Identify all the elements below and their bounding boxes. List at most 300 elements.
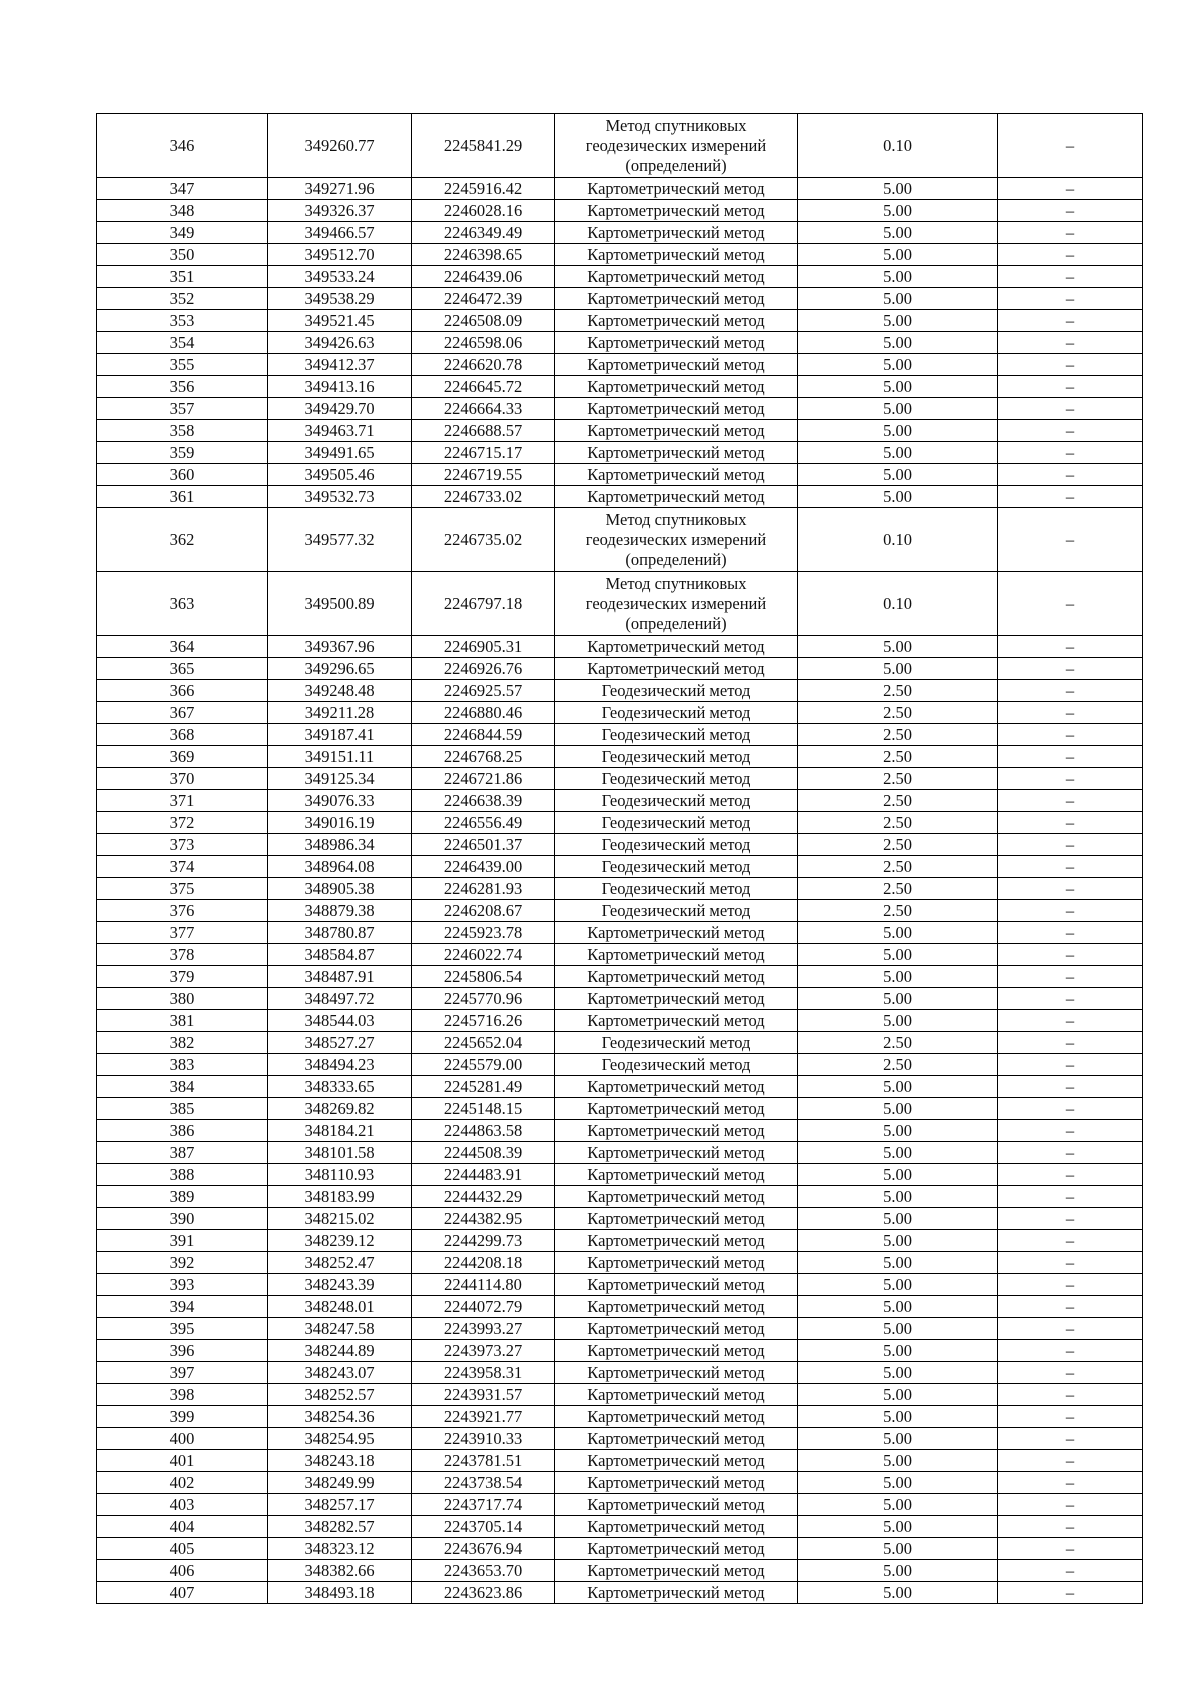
x-coordinate-cell: 348964.08: [268, 856, 412, 878]
x-coordinate-cell: 349413.16: [268, 376, 412, 398]
method-cell: Картометрический метод: [555, 1494, 798, 1516]
method-cell: Геодезический метод: [555, 790, 798, 812]
method-cell: Картометрический метод: [555, 1538, 798, 1560]
accuracy-cell: 5.00: [798, 1120, 998, 1142]
method-cell: Метод спутниковых геодезических измерений (определений): [555, 572, 798, 636]
table-row: [97, 244, 1143, 266]
y-coordinate-cell: 2244299.73: [412, 1230, 555, 1252]
note-cell: –: [998, 572, 1143, 636]
note-cell: –: [998, 420, 1143, 442]
method-cell: Картометрический метод: [555, 464, 798, 486]
method-cell: Картометрический метод: [555, 1098, 798, 1120]
y-coordinate-cell: 2246620.78: [412, 354, 555, 376]
method-cell: Картометрический метод: [555, 376, 798, 398]
table-row: [97, 178, 1143, 200]
table-row: [97, 464, 1143, 486]
x-coordinate-cell: 348879.38: [268, 900, 412, 922]
accuracy-cell: 2.50: [798, 702, 998, 724]
point-number-cell: 407: [97, 1582, 268, 1604]
y-coordinate-cell: 2246880.46: [412, 702, 555, 724]
note-cell: –: [998, 1362, 1143, 1384]
accuracy-cell: 5.00: [798, 1296, 998, 1318]
accuracy-cell: 5.00: [798, 966, 998, 988]
y-coordinate-cell: 2244508.39: [412, 1142, 555, 1164]
y-coordinate-cell: 2246439.06: [412, 266, 555, 288]
method-cell: Картометрический метод: [555, 1450, 798, 1472]
note-cell: –: [998, 1010, 1143, 1032]
table-row: [97, 812, 1143, 834]
method-cell: Геодезический метод: [555, 702, 798, 724]
point-number-cell: 393: [97, 1274, 268, 1296]
point-number-cell: 347: [97, 178, 268, 200]
x-coordinate-cell: 349151.11: [268, 746, 412, 768]
x-coordinate-cell: 349505.46: [268, 464, 412, 486]
y-coordinate-cell: 2243921.77: [412, 1406, 555, 1428]
table-row: [97, 486, 1143, 508]
method-cell: Геодезический метод: [555, 768, 798, 790]
table-row: [97, 1296, 1143, 1318]
x-coordinate-cell: 348584.87: [268, 944, 412, 966]
method-cell: Картометрический метод: [555, 1208, 798, 1230]
table-row: [97, 856, 1143, 878]
x-coordinate-cell: 348252.47: [268, 1252, 412, 1274]
point-number-cell: 385: [97, 1098, 268, 1120]
method-cell: Картометрический метод: [555, 442, 798, 464]
accuracy-cell: 2.50: [798, 680, 998, 702]
y-coordinate-cell: 2246768.25: [412, 746, 555, 768]
y-coordinate-cell: 2246281.93: [412, 878, 555, 900]
x-coordinate-cell: 349532.73: [268, 486, 412, 508]
method-cell: Картометрический метод: [555, 332, 798, 354]
method-cell: Картометрический метод: [555, 1384, 798, 1406]
method-cell: Геодезический метод: [555, 680, 798, 702]
x-coordinate-cell: 348239.12: [268, 1230, 412, 1252]
point-number-cell: 350: [97, 244, 268, 266]
accuracy-cell: 5.00: [798, 658, 998, 680]
point-number-cell: 399: [97, 1406, 268, 1428]
y-coordinate-cell: 2245579.00: [412, 1054, 555, 1076]
table-row: [97, 1142, 1143, 1164]
y-coordinate-cell: 2246733.02: [412, 486, 555, 508]
point-number-cell: 378: [97, 944, 268, 966]
x-coordinate-cell: 349076.33: [268, 790, 412, 812]
method-cell: Картометрический метод: [555, 1340, 798, 1362]
y-coordinate-cell: 2243717.74: [412, 1494, 555, 1516]
method-cell: Картометрический метод: [555, 398, 798, 420]
x-coordinate-cell: 348323.12: [268, 1538, 412, 1560]
x-coordinate-cell: 348527.27: [268, 1032, 412, 1054]
table-row: [97, 1274, 1143, 1296]
note-cell: –: [998, 508, 1143, 572]
x-coordinate-cell: 349125.34: [268, 768, 412, 790]
x-coordinate-cell: 348487.91: [268, 966, 412, 988]
table-row: [97, 1208, 1143, 1230]
x-coordinate-cell: 348252.57: [268, 1384, 412, 1406]
x-coordinate-cell: 348269.82: [268, 1098, 412, 1120]
note-cell: –: [998, 856, 1143, 878]
method-cell: Картометрический метод: [555, 486, 798, 508]
x-coordinate-cell: 348243.18: [268, 1450, 412, 1472]
accuracy-cell: 5.00: [798, 244, 998, 266]
point-number-cell: 373: [97, 834, 268, 856]
x-coordinate-cell: 349248.48: [268, 680, 412, 702]
table-row: [97, 1428, 1143, 1450]
accuracy-cell: 5.00: [798, 1582, 998, 1604]
y-coordinate-cell: 2244382.95: [412, 1208, 555, 1230]
point-number-cell: 364: [97, 636, 268, 658]
x-coordinate-cell: 348243.39: [268, 1274, 412, 1296]
point-number-cell: 361: [97, 486, 268, 508]
x-coordinate-cell: 348248.01: [268, 1296, 412, 1318]
table-row: [97, 1340, 1143, 1362]
table-row: [97, 1230, 1143, 1252]
point-number-cell: 348: [97, 200, 268, 222]
x-coordinate-cell: 348493.18: [268, 1582, 412, 1604]
note-cell: –: [998, 636, 1143, 658]
point-number-cell: 349: [97, 222, 268, 244]
accuracy-cell: 5.00: [798, 464, 998, 486]
x-coordinate-cell: 348184.21: [268, 1120, 412, 1142]
method-cell: Картометрический метод: [555, 658, 798, 680]
y-coordinate-cell: 2246844.59: [412, 724, 555, 746]
accuracy-cell: 0.10: [798, 508, 998, 572]
note-cell: –: [998, 464, 1143, 486]
point-number-cell: 387: [97, 1142, 268, 1164]
method-cell: Картометрический метод: [555, 1560, 798, 1582]
y-coordinate-cell: 2246638.39: [412, 790, 555, 812]
accuracy-cell: 5.00: [798, 420, 998, 442]
table-row: [97, 746, 1143, 768]
method-cell: Картометрический метод: [555, 922, 798, 944]
method-cell: Картометрический метод: [555, 1076, 798, 1098]
note-cell: –: [998, 834, 1143, 856]
method-cell: Геодезический метод: [555, 1032, 798, 1054]
x-coordinate-cell: 349538.29: [268, 288, 412, 310]
accuracy-cell: 5.00: [798, 1208, 998, 1230]
table-row: [97, 702, 1143, 724]
method-cell: Картометрический метод: [555, 244, 798, 266]
note-cell: –: [998, 1120, 1143, 1142]
note-cell: –: [998, 398, 1143, 420]
table-row: [97, 1032, 1143, 1054]
note-cell: –: [998, 266, 1143, 288]
table-row: [97, 420, 1143, 442]
table-row: [97, 790, 1143, 812]
table-row: [97, 966, 1143, 988]
accuracy-cell: 5.00: [798, 398, 998, 420]
y-coordinate-cell: 2245716.26: [412, 1010, 555, 1032]
accuracy-cell: 5.00: [798, 376, 998, 398]
table-row: [97, 1076, 1143, 1098]
point-number-cell: 353: [97, 310, 268, 332]
x-coordinate-cell: 348244.89: [268, 1340, 412, 1362]
accuracy-cell: 5.00: [798, 1538, 998, 1560]
accuracy-cell: 5.00: [798, 1318, 998, 1340]
y-coordinate-cell: 2244483.91: [412, 1164, 555, 1186]
table-row: [97, 944, 1143, 966]
y-coordinate-cell: 2243781.51: [412, 1450, 555, 1472]
x-coordinate-cell: 349260.77: [268, 114, 412, 178]
table-row: [97, 376, 1143, 398]
table-row: [97, 288, 1143, 310]
note-cell: –: [998, 702, 1143, 724]
table-row: [97, 222, 1143, 244]
x-coordinate-cell: 348247.58: [268, 1318, 412, 1340]
method-cell: Картометрический метод: [555, 178, 798, 200]
x-coordinate-cell: 348780.87: [268, 922, 412, 944]
y-coordinate-cell: 2246556.49: [412, 812, 555, 834]
table-row: [97, 1472, 1143, 1494]
y-coordinate-cell: 2245652.04: [412, 1032, 555, 1054]
table-row: [97, 1164, 1143, 1186]
y-coordinate-cell: 2246735.02: [412, 508, 555, 572]
y-coordinate-cell: 2243910.33: [412, 1428, 555, 1450]
point-number-cell: 367: [97, 702, 268, 724]
accuracy-cell: 5.00: [798, 1252, 998, 1274]
note-cell: –: [998, 1142, 1143, 1164]
method-cell: Картометрический метод: [555, 636, 798, 658]
note-cell: –: [998, 200, 1143, 222]
note-cell: –: [998, 1582, 1143, 1604]
accuracy-cell: 5.00: [798, 486, 998, 508]
accuracy-cell: 2.50: [798, 812, 998, 834]
point-number-cell: 351: [97, 266, 268, 288]
note-cell: –: [998, 114, 1143, 178]
y-coordinate-cell: 2244432.29: [412, 1186, 555, 1208]
x-coordinate-cell: 348494.23: [268, 1054, 412, 1076]
accuracy-cell: 5.00: [798, 1164, 998, 1186]
method-cell: Картометрический метод: [555, 944, 798, 966]
accuracy-cell: 5.00: [798, 1340, 998, 1362]
x-coordinate-cell: 349577.32: [268, 508, 412, 572]
note-cell: –: [998, 1252, 1143, 1274]
table-row: [97, 266, 1143, 288]
accuracy-cell: 2.50: [798, 900, 998, 922]
accuracy-cell: 5.00: [798, 1230, 998, 1252]
x-coordinate-cell: 348254.36: [268, 1406, 412, 1428]
point-number-cell: 397: [97, 1362, 268, 1384]
accuracy-cell: 2.50: [798, 1032, 998, 1054]
method-cell: Картометрический метод: [555, 1142, 798, 1164]
point-number-cell: 352: [97, 288, 268, 310]
x-coordinate-cell: 349512.70: [268, 244, 412, 266]
note-cell: –: [998, 1340, 1143, 1362]
table-row: [97, 724, 1143, 746]
note-cell: –: [998, 658, 1143, 680]
x-coordinate-cell: 348110.93: [268, 1164, 412, 1186]
method-cell: Метод спутниковых геодезических измерений (определений): [555, 114, 798, 178]
accuracy-cell: 5.00: [798, 354, 998, 376]
table-row: [97, 658, 1143, 680]
coordinates-table-body: [97, 114, 1143, 1604]
table-row: [97, 1494, 1143, 1516]
method-cell: Картометрический метод: [555, 1582, 798, 1604]
x-coordinate-cell: 348905.38: [268, 878, 412, 900]
note-cell: –: [998, 768, 1143, 790]
accuracy-cell: 5.00: [798, 310, 998, 332]
y-coordinate-cell: 2243973.27: [412, 1340, 555, 1362]
point-number-cell: 382: [97, 1032, 268, 1054]
y-coordinate-cell: 2246719.55: [412, 464, 555, 486]
y-coordinate-cell: 2245806.54: [412, 966, 555, 988]
accuracy-cell: 2.50: [798, 878, 998, 900]
note-cell: –: [998, 332, 1143, 354]
note-cell: –: [998, 922, 1143, 944]
x-coordinate-cell: 349429.70: [268, 398, 412, 420]
coordinates-table: [96, 113, 1143, 1604]
table-row: [97, 1120, 1143, 1142]
table-row: [97, 988, 1143, 1010]
table-row: [97, 1384, 1143, 1406]
point-number-cell: 369: [97, 746, 268, 768]
y-coordinate-cell: 2246022.74: [412, 944, 555, 966]
point-number-cell: 377: [97, 922, 268, 944]
note-cell: –: [998, 244, 1143, 266]
accuracy-cell: 5.00: [798, 1494, 998, 1516]
note-cell: –: [998, 310, 1143, 332]
method-cell: Геодезический метод: [555, 834, 798, 856]
point-number-cell: 374: [97, 856, 268, 878]
y-coordinate-cell: 2246715.17: [412, 442, 555, 464]
note-cell: –: [998, 1164, 1143, 1186]
point-number-cell: 379: [97, 966, 268, 988]
y-coordinate-cell: 2243931.57: [412, 1384, 555, 1406]
point-number-cell: 383: [97, 1054, 268, 1076]
note-cell: –: [998, 1076, 1143, 1098]
table-row: [97, 1318, 1143, 1340]
method-cell: Картометрический метод: [555, 310, 798, 332]
note-cell: –: [998, 1516, 1143, 1538]
accuracy-cell: 0.10: [798, 114, 998, 178]
point-number-cell: 391: [97, 1230, 268, 1252]
table-row: [97, 310, 1143, 332]
accuracy-cell: 5.00: [798, 442, 998, 464]
note-cell: –: [998, 900, 1143, 922]
y-coordinate-cell: 2243676.94: [412, 1538, 555, 1560]
method-cell: Картометрический метод: [555, 1252, 798, 1274]
point-number-cell: 368: [97, 724, 268, 746]
x-coordinate-cell: 349466.57: [268, 222, 412, 244]
x-coordinate-cell: 349412.37: [268, 354, 412, 376]
y-coordinate-cell: 2246028.16: [412, 200, 555, 222]
y-coordinate-cell: 2246925.57: [412, 680, 555, 702]
y-coordinate-cell: 2246598.06: [412, 332, 555, 354]
y-coordinate-cell: 2245770.96: [412, 988, 555, 1010]
method-cell: Картометрический метод: [555, 1428, 798, 1450]
x-coordinate-cell: 348257.17: [268, 1494, 412, 1516]
method-cell: Картометрический метод: [555, 1406, 798, 1428]
x-coordinate-cell: 349326.37: [268, 200, 412, 222]
y-coordinate-cell: 2243623.86: [412, 1582, 555, 1604]
note-cell: –: [998, 288, 1143, 310]
method-cell: Картометрический метод: [555, 354, 798, 376]
accuracy-cell: 2.50: [798, 724, 998, 746]
method-cell: Картометрический метод: [555, 222, 798, 244]
table-row: [97, 1186, 1143, 1208]
point-number-cell: 396: [97, 1340, 268, 1362]
y-coordinate-cell: 2246508.09: [412, 310, 555, 332]
accuracy-cell: 5.00: [798, 266, 998, 288]
point-number-cell: 389: [97, 1186, 268, 1208]
table-row: [97, 1010, 1143, 1032]
method-cell: Геодезический метод: [555, 1054, 798, 1076]
note-cell: –: [998, 878, 1143, 900]
x-coordinate-cell: 349211.28: [268, 702, 412, 724]
note-cell: –: [998, 1274, 1143, 1296]
note-cell: –: [998, 1538, 1143, 1560]
point-number-cell: 394: [97, 1296, 268, 1318]
accuracy-cell: 5.00: [798, 1274, 998, 1296]
table-row: [97, 1560, 1143, 1582]
table-row: [97, 1450, 1143, 1472]
method-cell: Картометрический метод: [555, 200, 798, 222]
point-number-cell: 398: [97, 1384, 268, 1406]
point-number-cell: 354: [97, 332, 268, 354]
point-number-cell: 405: [97, 1538, 268, 1560]
accuracy-cell: 5.00: [798, 1384, 998, 1406]
note-cell: –: [998, 1054, 1143, 1076]
table-row: [97, 1362, 1143, 1384]
point-number-cell: 400: [97, 1428, 268, 1450]
y-coordinate-cell: 2244072.79: [412, 1296, 555, 1318]
note-cell: –: [998, 680, 1143, 702]
method-cell: Картометрический метод: [555, 1472, 798, 1494]
y-coordinate-cell: 2245148.15: [412, 1098, 555, 1120]
y-coordinate-cell: 2245841.29: [412, 114, 555, 178]
x-coordinate-cell: 349296.65: [268, 658, 412, 680]
x-coordinate-cell: 348282.57: [268, 1516, 412, 1538]
y-coordinate-cell: 2246349.49: [412, 222, 555, 244]
point-number-cell: 355: [97, 354, 268, 376]
point-number-cell: 356: [97, 376, 268, 398]
point-number-cell: 386: [97, 1120, 268, 1142]
y-coordinate-cell: 2246721.86: [412, 768, 555, 790]
method-cell: Картометрический метод: [555, 288, 798, 310]
note-cell: –: [998, 1032, 1143, 1054]
note-cell: –: [998, 746, 1143, 768]
table-row: [97, 878, 1143, 900]
accuracy-cell: 5.00: [798, 1516, 998, 1538]
accuracy-cell: 5.00: [798, 988, 998, 1010]
note-cell: –: [998, 376, 1143, 398]
x-coordinate-cell: 349500.89: [268, 572, 412, 636]
table-row: [97, 922, 1143, 944]
point-number-cell: 363: [97, 572, 268, 636]
point-number-cell: 362: [97, 508, 268, 572]
table-row: [97, 1406, 1143, 1428]
y-coordinate-cell: 2246501.37: [412, 834, 555, 856]
accuracy-cell: 5.00: [798, 1450, 998, 1472]
note-cell: –: [998, 1384, 1143, 1406]
point-number-cell: 380: [97, 988, 268, 1010]
y-coordinate-cell: 2246472.39: [412, 288, 555, 310]
x-coordinate-cell: 349463.71: [268, 420, 412, 442]
method-cell: Картометрический метод: [555, 1010, 798, 1032]
accuracy-cell: 5.00: [798, 200, 998, 222]
method-cell: Картометрический метод: [555, 266, 798, 288]
note-cell: –: [998, 944, 1143, 966]
accuracy-cell: 2.50: [798, 790, 998, 812]
point-number-cell: 375: [97, 878, 268, 900]
point-number-cell: 359: [97, 442, 268, 464]
y-coordinate-cell: 2243993.27: [412, 1318, 555, 1340]
accuracy-cell: 5.00: [798, 1142, 998, 1164]
method-cell: Картометрический метод: [555, 988, 798, 1010]
table-row: [97, 636, 1143, 658]
y-coordinate-cell: 2246645.72: [412, 376, 555, 398]
accuracy-cell: 0.10: [798, 572, 998, 636]
y-coordinate-cell: 2245916.42: [412, 178, 555, 200]
